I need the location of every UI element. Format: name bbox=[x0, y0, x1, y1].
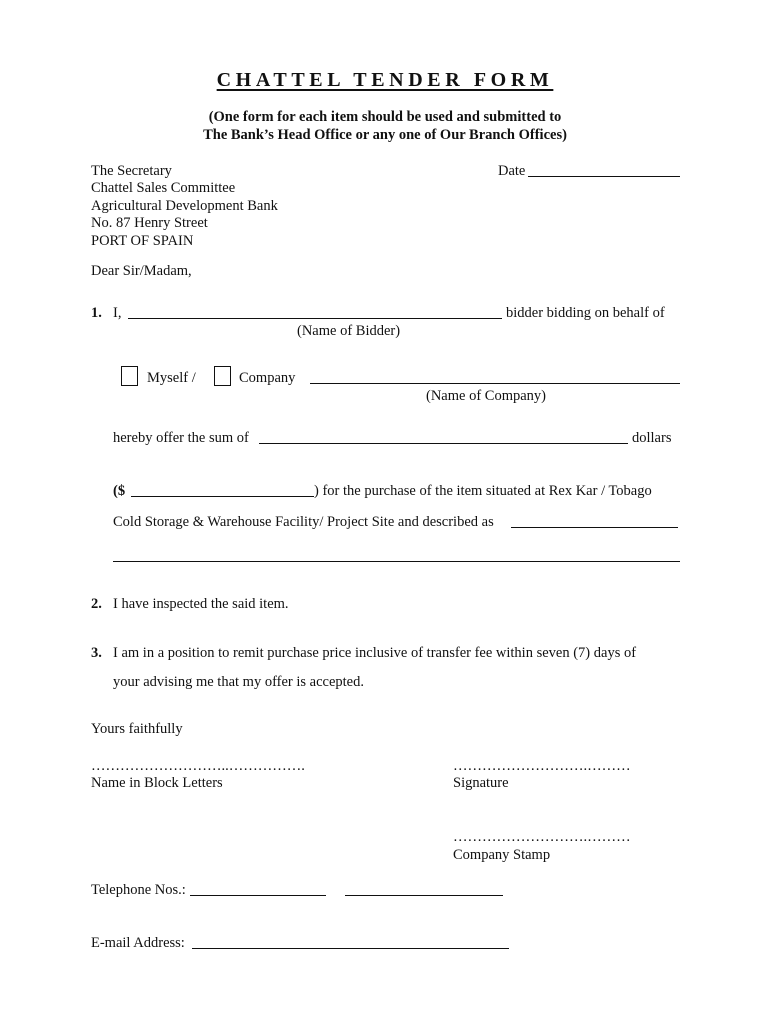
location-text: Cold Storage & Warehouse Facility/ Project Site and described as bbox=[113, 514, 494, 530]
telephone-field-1[interactable] bbox=[190, 895, 326, 896]
amount-open: ($ bbox=[113, 483, 126, 499]
bidder-suffix: bidder bidding on behalf of bbox=[506, 305, 665, 321]
item-number: 2. bbox=[91, 596, 102, 612]
amount-figures-field[interactable] bbox=[131, 496, 314, 497]
form-subtitle-line1: (One form for each item should be used and submitted to bbox=[208, 109, 562, 125]
company-stamp-field[interactable]: ……………………….……… bbox=[453, 829, 631, 845]
closing: Yours faithfully bbox=[91, 721, 183, 737]
form-subtitle-line2: The Bank’s Head Office or any one of Our Branch Offices) bbox=[203, 127, 567, 143]
bidder-prefix: I, bbox=[113, 305, 122, 321]
item-number: 3. bbox=[91, 645, 102, 661]
address-line: Agricultural Development Bank bbox=[91, 198, 278, 214]
address-line: No. 87 Henry Street bbox=[91, 215, 208, 231]
item-2-text: I have inspected the said item. bbox=[113, 596, 289, 612]
item-3-text-line1: I am in a position to remit purchase price inclusive of transfer fee within seven (7) days of bbox=[113, 645, 637, 661]
address-line: Chattel Sales Committee bbox=[91, 180, 236, 196]
address-line: PORT OF SPAIN bbox=[91, 233, 194, 249]
name-block-field[interactable]: ………………………..……………. bbox=[91, 758, 305, 774]
description-field-continued[interactable] bbox=[113, 561, 680, 562]
myself-checkbox[interactable] bbox=[121, 366, 138, 386]
item-3-text-line2: your advising me that my offer is accepted. bbox=[113, 674, 364, 690]
description-field[interactable] bbox=[511, 527, 678, 528]
bidder-caption: (Name of Bidder) bbox=[297, 323, 401, 339]
offer-words-field[interactable] bbox=[259, 443, 628, 444]
offer-suffix: dollars bbox=[632, 430, 672, 446]
company-checkbox[interactable] bbox=[214, 366, 231, 386]
company-name-field[interactable] bbox=[310, 383, 680, 384]
date-field[interactable] bbox=[528, 176, 680, 177]
offer-prefix: hereby offer the sum of bbox=[113, 430, 249, 446]
signature-field[interactable]: ……………………….……… bbox=[453, 758, 631, 774]
bidder-name-field[interactable] bbox=[128, 318, 502, 319]
company-label: Company bbox=[239, 370, 296, 386]
date-label: Date bbox=[498, 163, 526, 179]
telephone-label: Telephone Nos.: bbox=[91, 882, 186, 898]
telephone-field-2[interactable] bbox=[345, 895, 503, 896]
signature-label: Signature bbox=[453, 775, 509, 791]
address-line: The Secretary bbox=[91, 163, 172, 179]
amount-close: ) for the purchase of the item situated at Rex Kar / Tobago bbox=[314, 483, 652, 499]
myself-label: Myself / bbox=[147, 370, 196, 386]
email-field[interactable] bbox=[192, 948, 509, 949]
company-stamp-label: Company Stamp bbox=[453, 847, 551, 863]
form-title: CHATTEL TENDER FORM bbox=[216, 69, 554, 91]
email-label: E-mail Address: bbox=[91, 935, 185, 951]
name-block-label: Name in Block Letters bbox=[91, 775, 223, 791]
item-number: 1. bbox=[91, 305, 102, 321]
company-caption: (Name of Company) bbox=[426, 388, 546, 404]
salutation: Dear Sir/Madam, bbox=[91, 263, 192, 279]
